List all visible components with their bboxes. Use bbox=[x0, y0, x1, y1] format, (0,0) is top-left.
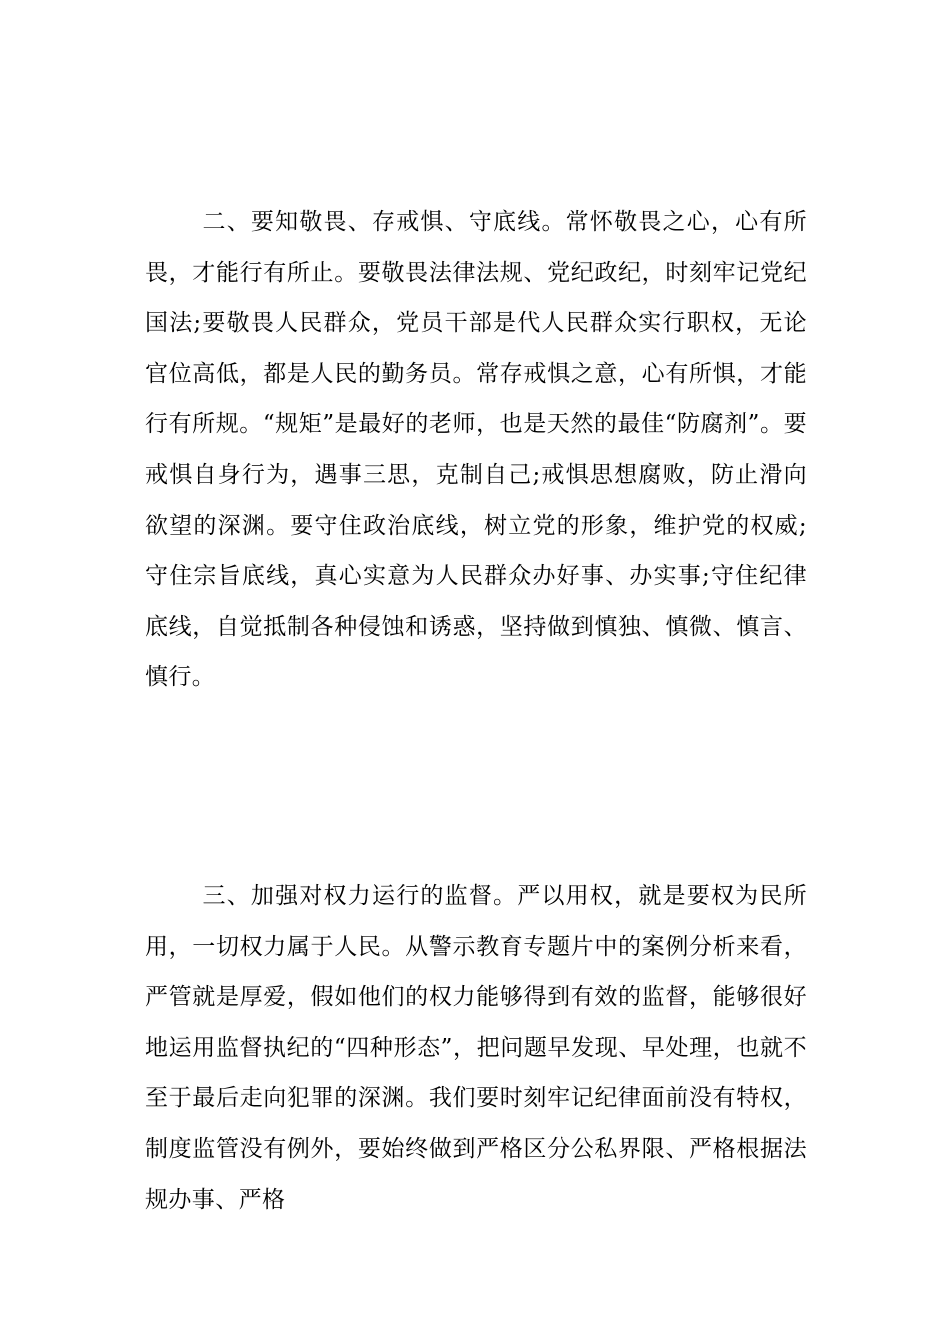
paragraph-section-three: 三、加强对权力运行的监督。严以用权，就是要权为民所用，一切权力属于人民。从警示教育专题片中的案例分析来看，严管就是厚爱，假如他们的权力能够得到有效的监督，能够很好地运用监督执纪的“四种形态”，把问题早发现、早处理，也就不至于最后走向犯罪的深渊。我们要时刻牢记纪律面前没有特权，制度监管没有例外，要始终做到严格区分公私界限、严格根据法规办事、严格 bbox=[145, 883, 807, 1213]
paragraph-section-two: 二、要知敬畏、存戒惧、守底线。常怀敬畏之心，心有所畏，才能行有所止。要敬畏法律法规、党纪政纪，时刻牢记党纪国法;要敬畏人民群众，党员干部是代人民群众实行职权，无论官位高低，都是人民的勤务员。常存戒惧之意，心有所惧，才能行有所规。“规矩”是最好的老师，也是天然的最佳“防腐剂”。要戒惧自身行为，遇事三思，克制自己;戒惧思想腐败，防止滑向欲望的深渊。要守住政治底线，树立党的形象，维护党的权威;守住宗旨底线，真心实意为人民群众办好事、办实事;守住纪律底线，自觉抵制各种侵蚀和诱惑，坚持做到慎独、慎微、慎言、慎行。 bbox=[145, 209, 807, 691]
